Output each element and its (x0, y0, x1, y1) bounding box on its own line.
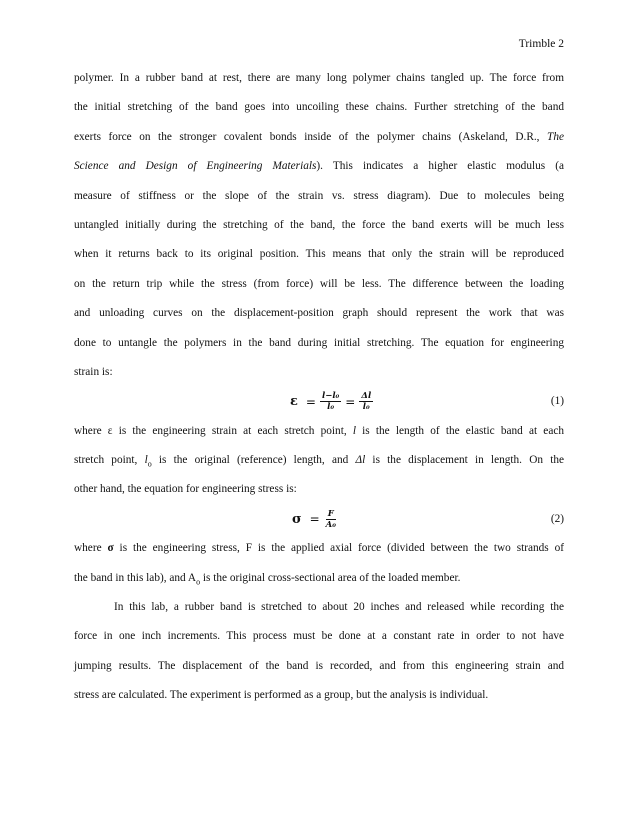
text-line: other hand, the equation for engineering stress is: (74, 483, 297, 496)
text-line: measure of stiffness or the slope of the strain vs. stress diagram). Due to molecules being (74, 189, 564, 202)
length-variable: l (144, 454, 148, 467)
strain-symbol: ε (290, 394, 298, 410)
stress-symbol: σ (292, 511, 302, 527)
denominator: l₀ (362, 402, 370, 413)
text-line: and unloading curves on the displacement-position graph should represent the work that was (74, 307, 564, 320)
text-line: when it returns back to its original position. This means that only the strain will be reproduced (74, 248, 564, 261)
text-span: the band in this lab), and A (74, 571, 197, 584)
running-head: Trimble 2 (518, 38, 564, 50)
text-span: is the displacement in length. On the (365, 454, 564, 467)
text-line: polymer. In a rubber band at rest, there are many long polymer chains tangled up. The force from (74, 72, 564, 84)
text-line (74, 450, 564, 479)
body-text (74, 68, 564, 715)
text-line: strain is: (74, 365, 113, 378)
equation-1 (74, 391, 564, 420)
text-span: where ε is the engineering strain at each stretch point, (74, 424, 353, 437)
fraction (320, 391, 341, 412)
text-line: the initial stretching of the band goes into uncoiling these chains. Further stretching of the band (74, 101, 564, 114)
numerator: Δl (361, 391, 372, 402)
equals-sign: = (345, 394, 356, 409)
text-line: stress are calculated. The experiment is performed as a group, but the analysis is individual. (74, 689, 489, 702)
equation-number: (1) (550, 395, 564, 408)
citation-title: Science and Design of Engineering Materials (74, 160, 317, 173)
text-span: is the original cross-sectional area of the loaded member. (200, 571, 461, 584)
text-line (74, 127, 564, 156)
text-span: stretch point, (74, 454, 145, 467)
text-span: is the length of the elastic band at each (355, 424, 564, 437)
citation-suffix: ). This indicates a higher elastic modulus (a (316, 160, 565, 173)
text-line (74, 538, 564, 567)
text-line (74, 568, 564, 597)
denominator: l₀ (327, 402, 335, 413)
citation-title: The (547, 130, 564, 143)
numerator: F (327, 508, 334, 519)
text-line (74, 156, 564, 185)
citation-prefix: exerts force on the stronger covalent bonds inside of the polymer chains (Askeland, D.R., (74, 130, 548, 143)
fraction (359, 391, 373, 412)
text-span: is the original (reference) length, and (151, 454, 356, 467)
text-line: done to untangle the polymers in the band during initial stretching. The equation for engineering (74, 336, 564, 349)
text-span: is the engineering stress, F is the applied axial force (divided between the two strands of (113, 542, 565, 555)
text-line: untangled initially during the stretching of the band, the force the band exerts will be much less (74, 218, 564, 231)
fraction (324, 509, 338, 530)
text-line: In this lab, a rubber band is stretched to about 20 inches and released while recording the (114, 601, 564, 614)
numerator: l−l₀ (321, 391, 340, 402)
denominator: A₀ (325, 519, 336, 530)
text-line: jumping results. The displacement of the band is recorded, and from this engineering strain and (74, 659, 564, 672)
subscript: o (196, 576, 201, 586)
text-line: force in one inch increments. This process must be done at a constant rate in order to not have (74, 630, 564, 643)
delta-length: Δl (355, 454, 366, 467)
equation-number: (2) (550, 512, 564, 525)
subscript: o (147, 459, 152, 469)
text-line (74, 421, 564, 450)
stress-symbol: σ (107, 542, 114, 555)
text-span: where (74, 542, 108, 555)
equals-sign: = (309, 512, 320, 527)
equation-2 (74, 509, 564, 538)
length-variable: l (352, 424, 356, 437)
text-line: on the return trip while the stress (from force) will be less. The difference between the loading (74, 277, 564, 290)
equals-sign: = (305, 394, 316, 409)
